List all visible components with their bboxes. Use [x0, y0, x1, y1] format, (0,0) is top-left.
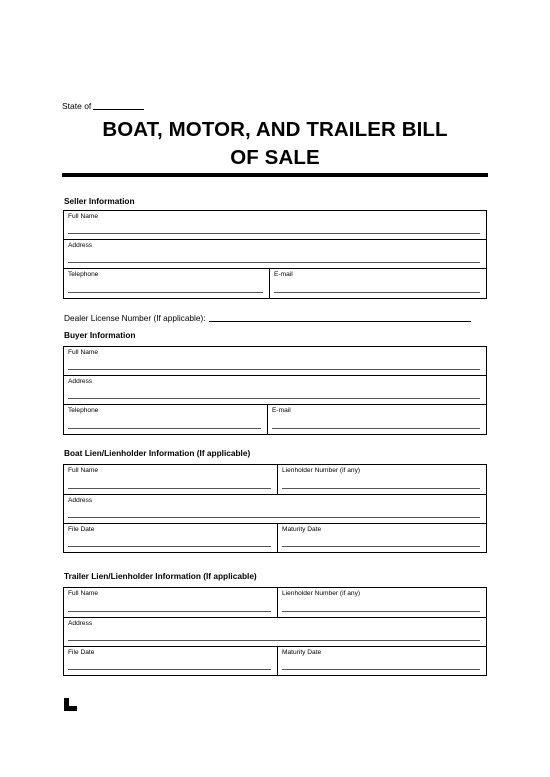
seller-name-row [64, 211, 486, 240]
boat-lien-heading: Boat Lien/Lienholder Information (If applicable) [64, 448, 251, 458]
seller-name-field[interactable] [68, 233, 480, 234]
trailer-file-date-label: File Date [68, 649, 95, 656]
trailer-lien-dates-row [64, 647, 486, 675]
boat-file-date-cell [64, 524, 277, 552]
seller-box [63, 210, 487, 299]
trailer-lienholder-number-cell [277, 588, 486, 617]
buyer-telephone-label: Telephone [68, 407, 99, 414]
boat-lien-name-row [64, 465, 486, 495]
seller-email-cell [269, 269, 486, 298]
trailer-lien-name-row [64, 588, 486, 618]
buyer-email-cell [267, 405, 486, 434]
document-title-line1: BOAT, MOTOR, AND TRAILER BILL [102, 118, 448, 141]
trailer-lienholder-number-field[interactable] [282, 611, 480, 612]
trailer-lien-name-cell [64, 588, 277, 617]
boat-file-date-label: File Date [68, 526, 95, 533]
boat-lien-name-label: Full Name [68, 467, 99, 474]
seller-heading: Seller Information [64, 196, 135, 206]
trailer-lien-box [63, 587, 487, 676]
buyer-telephone-cell [64, 405, 267, 434]
trailer-lien-name-field[interactable] [68, 611, 271, 612]
boat-lien-name-cell [64, 465, 277, 494]
buyer-address-label: Address [68, 378, 93, 385]
trailer-file-date-field[interactable] [68, 669, 271, 670]
seller-email-field[interactable] [274, 292, 480, 293]
trailer-lien-address-row [64, 618, 486, 647]
trailer-file-date-cell [64, 647, 277, 675]
boat-maturity-date-label: Maturity Date [282, 526, 322, 533]
trailer-lien-heading: Trailer Lien/Lienholder Information (If applicable) [64, 571, 257, 581]
trailer-lien-address-label: Address [68, 620, 93, 627]
seller-address-row [64, 240, 486, 269]
buyer-name-label: Full Name [68, 349, 99, 356]
state-blank[interactable] [93, 109, 144, 110]
seller-telephone-field[interactable] [68, 292, 263, 293]
buyer-heading: Buyer Information [64, 330, 136, 340]
boat-maturity-date-field[interactable] [282, 546, 480, 547]
buyer-name-row [64, 347, 486, 376]
seller-address-label: Address [68, 242, 93, 249]
boat-lienholder-number-label: Lienholder Number (if any) [282, 467, 361, 474]
buyer-name-field[interactable] [68, 369, 480, 370]
boat-lien-name-field[interactable] [68, 488, 271, 489]
boat-lien-address-field[interactable] [68, 517, 480, 518]
seller-telephone-cell [64, 269, 269, 298]
boat-lien-address-row [64, 495, 486, 524]
buyer-address-row [64, 376, 486, 405]
boat-lienholder-number-cell [277, 465, 486, 494]
state-label: State of [62, 101, 92, 111]
buyer-telephone-field[interactable] [68, 428, 261, 429]
boat-file-date-field[interactable] [68, 546, 271, 547]
dealer-license-blank[interactable] [209, 321, 471, 322]
trailer-lienholder-number-label: Lienholder Number (if any) [282, 590, 361, 597]
dealer-license-label: Dealer License Number (If applicable): [64, 313, 206, 323]
boat-lien-dates-row [64, 524, 486, 552]
seller-telephone-label: Telephone [68, 271, 99, 278]
seller-address-field[interactable] [68, 262, 480, 263]
state-field [62, 101, 144, 111]
trailer-maturity-date-field[interactable] [282, 669, 480, 670]
seller-name-label: Full Name [68, 213, 99, 220]
lawdistrict-logo-icon [64, 698, 77, 711]
buyer-email-label: E-mail [272, 407, 291, 414]
seller-contact-row [64, 269, 486, 298]
trailer-lien-address-field[interactable] [68, 640, 480, 641]
trailer-maturity-date-cell [277, 647, 486, 675]
boat-maturity-date-cell [277, 524, 486, 552]
buyer-email-field[interactable] [272, 428, 480, 429]
dealer-license-field [64, 313, 488, 323]
boat-lien-address-label: Address [68, 497, 93, 504]
boat-lienholder-number-field[interactable] [282, 488, 480, 489]
buyer-contact-row [64, 405, 486, 434]
boat-lien-box [63, 464, 487, 553]
seller-email-label: E-mail [274, 271, 293, 278]
buyer-address-field[interactable] [68, 398, 480, 399]
trailer-maturity-date-label: Maturity Date [282, 649, 322, 656]
title-rule [62, 173, 488, 177]
document-title-line2: OF SALE [230, 146, 320, 169]
trailer-lien-name-label: Full Name [68, 590, 99, 597]
buyer-box [63, 346, 487, 435]
